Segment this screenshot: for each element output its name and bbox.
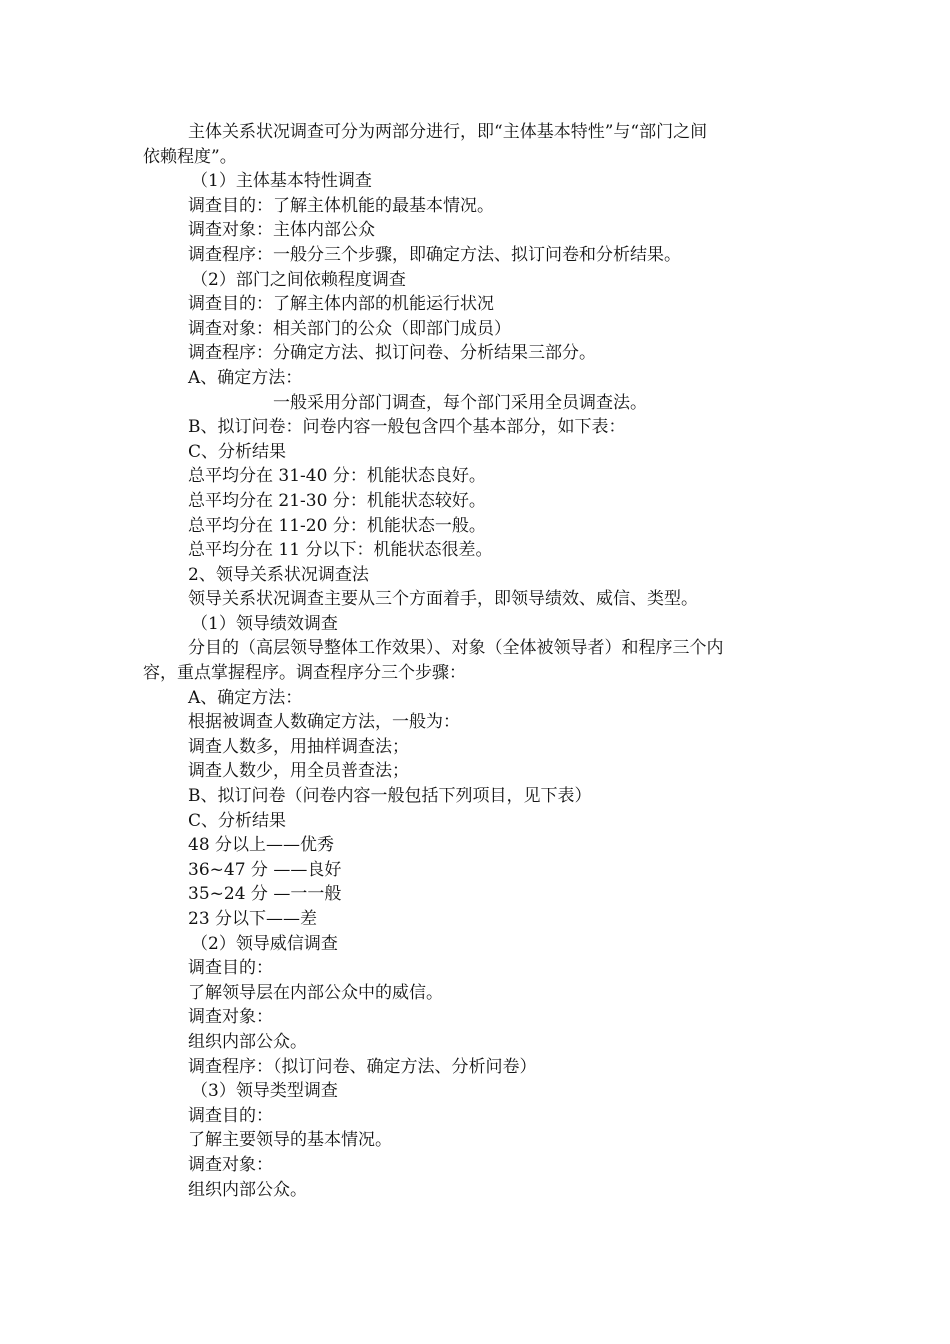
section-heading: （2）领导威信调查 — [191, 933, 338, 954]
text-line: 调查目的： — [188, 1105, 273, 1126]
text-line: B、拟订问卷（问卷内容一般包括下列项目，见下表） — [188, 786, 592, 807]
text-line: 调查程序：（拟订问卷、确定方法、分析问卷） — [188, 1056, 537, 1077]
section-heading: （2）部门之间依赖程度调查 — [191, 269, 406, 290]
text-line: 调查对象： — [188, 1154, 273, 1175]
section-heading: （1）主体基本特性调查 — [191, 171, 372, 192]
text-line: 调查人数多，用抽样调查法； — [188, 736, 409, 757]
text-line: 调查目的：了解主体机能的最基本情况。 — [188, 195, 494, 216]
text-line: 分目的（高层领导整体工作效果）、对象（全体被领导者）和程序三个内 — [188, 638, 724, 659]
text-line: 调查程序：一般分三个步骤，即确定方法、拟订问卷和分析结果。 — [188, 244, 681, 265]
section-heading: 2、领导关系状况调查法 — [188, 564, 369, 585]
text-line: 领导关系状况调查主要从三个方面着手，即领导绩效、威信、类型。 — [188, 589, 698, 610]
section-heading: （3）领导类型调查 — [191, 1081, 338, 1102]
text-line: 了解主要领导的基本情况。 — [188, 1130, 392, 1151]
text-line: 依赖程度”。 — [143, 146, 237, 167]
text-line: 总平均分在 31-40 分：机能状态良好。 — [188, 466, 486, 487]
text-line: A、确定方法： — [188, 687, 303, 708]
text-line: 了解领导层在内部公众中的威信。 — [188, 982, 443, 1003]
text-line: 调查目的：了解主体内部的机能运行状况 — [188, 294, 494, 315]
text-line: 总平均分在 11-20 分：机能状态一般。 — [188, 515, 486, 536]
text-line: 总平均分在 11 分以下：机能状态很差。 — [188, 540, 493, 561]
text-line: 调查对象：相关部门的公众（即部门成员） — [188, 318, 511, 339]
text-line: 组织内部公众。 — [188, 1179, 307, 1200]
text-line: 调查对象：主体内部公众 — [188, 220, 375, 241]
text-line: 组织内部公众。 — [188, 1031, 307, 1052]
text-line: 总平均分在 21-30 分：机能状态较好。 — [188, 490, 486, 511]
section-heading: （1）领导绩效调查 — [191, 613, 338, 634]
text-line: 调查程序：分确定方法、拟订问卷、分析结果三部分。 — [188, 343, 596, 364]
text-line: 35~24 分 —一一般 — [188, 884, 342, 905]
document-body — [143, 120, 813, 1202]
text-line: 调查人数少，用全员普查法； — [188, 761, 409, 782]
text-line: 容，重点掌握程序。调查程序分三个步骤： — [143, 663, 466, 684]
text-line: 调查对象： — [188, 1007, 273, 1028]
text-line: C、分析结果 — [188, 441, 287, 462]
text-line: 48 分以上——优秀 — [188, 835, 335, 856]
text-line: A、确定方法： — [188, 367, 303, 388]
text-line: C、分析结果 — [188, 810, 287, 831]
text-line: 23 分以下——差 — [188, 909, 318, 929]
text-line: 调查目的： — [188, 958, 273, 979]
text-line: 主体关系状况调查可分为两部分进行，即“主体基本特性”与“部门之间 — [188, 122, 708, 142]
text-line: 一般采用分部门调查，每个部门采用全员调查法。 — [273, 392, 647, 413]
text-line: B、拟订问卷：问卷内容一般包含四个基本部分，如下表： — [188, 417, 626, 438]
text-line: 根据被调查人数确定方法，一般为： — [188, 712, 460, 733]
text-line: 36~47 分 ——良好 — [188, 859, 342, 880]
